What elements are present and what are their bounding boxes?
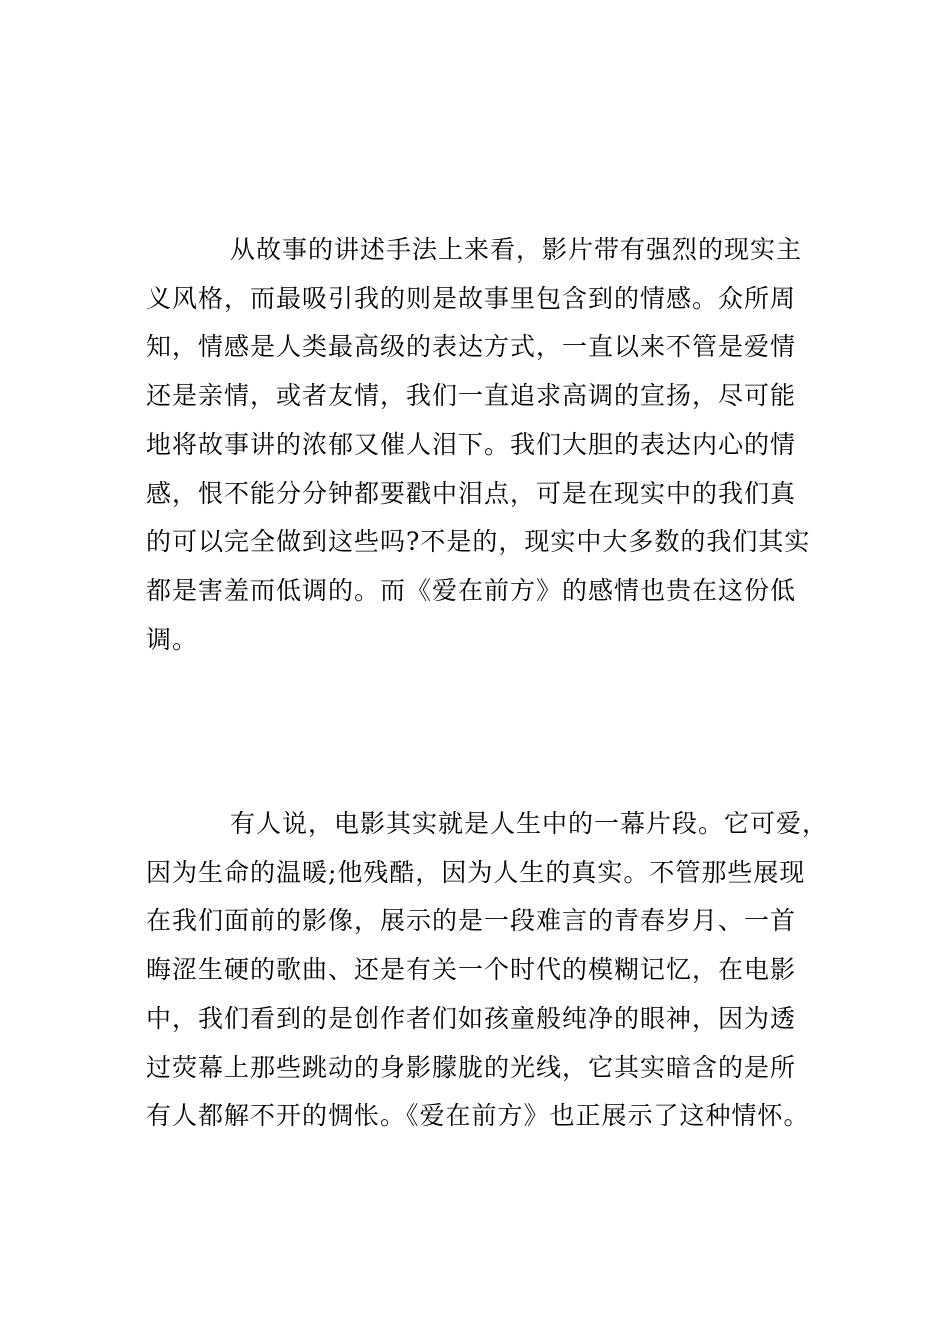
paragraph-line: 有人都解不开的惆怅。《爱在前方》也正展示了这种情怀。	[146, 1101, 810, 1131]
paragraph-line: 晦涩生硬的歌曲、还是有关一个时代的模糊记忆，在电影	[146, 955, 797, 985]
paragraph-line: 地将故事讲的浓郁又催人泪下。我们大胆的表达内心的情	[146, 429, 797, 459]
paragraph-line: 中，我们看到的是创作者们如孩童般纯净的眼神，因为透	[146, 1003, 797, 1033]
paragraph-line: 因为生命的温暖;他残酷，因为人生的真实。不管那些展现	[146, 857, 806, 887]
paragraph-line: 在我们面前的影像，展示的是一段难言的青春岁月、一首	[146, 906, 797, 936]
paragraph-line: 过荧幕上那些跳动的身影朦胧的光线，它其实暗含的是所	[146, 1052, 797, 1082]
paragraph-line: 的可以完全做到这些吗?不是的，现实中大多数的我们其实	[146, 527, 811, 557]
paragraph-line: 都是害羞而低调的。而《爱在前方》的感情也贵在这份低	[146, 575, 797, 605]
paragraph-line: 从故事的讲述手法上来看，影片带有强烈的现实主	[230, 235, 803, 264]
paragraph-1	[146, 226, 836, 664]
paragraph-line: 还是亲情，或者友情，我们一直追求高调的宣扬，尽可能	[146, 381, 797, 411]
paragraph-line: 调。	[146, 624, 199, 654]
paragraph-line: 有人说，电影其实就是人生中的一幕片段。它可爱，	[230, 809, 829, 838]
paragraph-line: 义风格，而最吸引我的则是故事里包含到的情感。众所周	[146, 283, 797, 313]
paragraph-line: 知，情感是人类最高级的表达方式，一直以来不管是爱情	[146, 332, 797, 362]
paragraph-line: 感，恨不能分分钟都要戳中泪点，可是在现实中的我们真	[146, 478, 797, 508]
paragraph-2	[146, 800, 836, 1141]
